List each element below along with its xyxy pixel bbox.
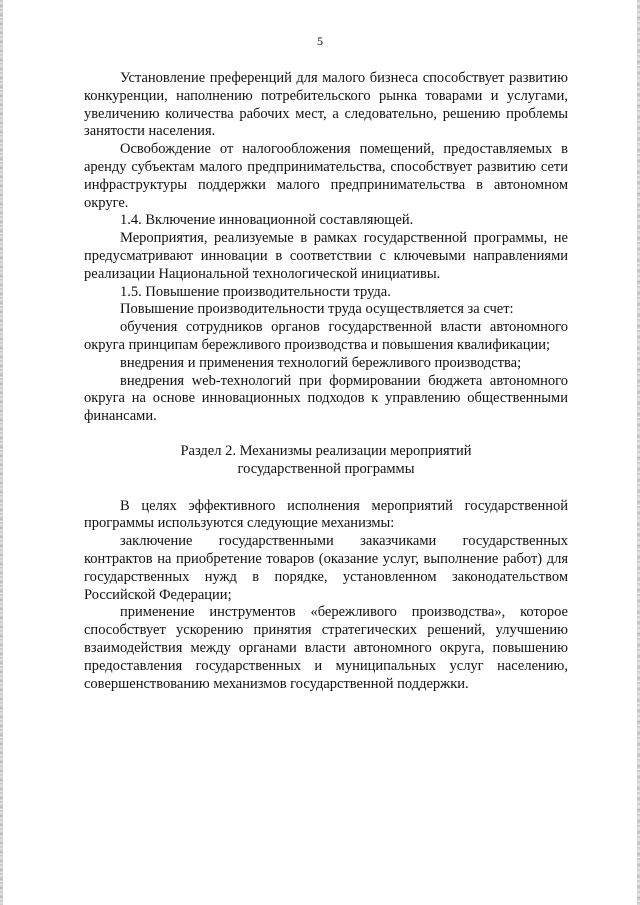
- paragraph-preferences: Установление преференций для малого бизнеса способствует развитию конкуренции, наполнению потребительского рынка товарами и услугами, увеличению количества рабочих мест, а следовательно, решению проблемы занятости населения.: [84, 70, 568, 140]
- paragraph-productivity-intro: Повышение производительности труда осуществляется за счет:: [120, 301, 514, 318]
- list-item-lean-tech: внедрения и применения технологий бережливого производства;: [120, 354, 522, 371]
- subheading-productivity: 1.5. Повышение производительности труда.: [120, 283, 391, 300]
- paragraph-innovation: Мероприятия, реализуемые в рамках государственной программы, не предусматривают инновации в соответствии с ключевыми направлениями реализации Национальной технологической инициативы.: [84, 230, 568, 282]
- scan-edge-left: [0, 0, 3, 905]
- section-heading-line-1: Раздел 2. Механизмы реализации мероприятий: [180, 442, 472, 459]
- paragraph-tax-exemption: Освобождение от налогообложения помещений, предоставляемых в аренду субъектам малого предпринимательства, способствует развитию сети инфраструктуры поддержки малого предпринимательства в автономном округе.: [84, 141, 568, 211]
- section-heading-line-2: государственной программы: [237, 460, 415, 477]
- list-item-contracts: заключение государственными заказчиками государственных контрактов на приобретение товаров (оказание услуг, выполнение работ) для государственных нужд в порядке, установленном законодательством Российской Федерации;: [84, 533, 568, 603]
- paragraph-mechanisms-intro: В целях эффективного исполнения мероприятий государственной программы используются следующие механизмы:: [84, 497, 568, 532]
- section-heading: [84, 443, 568, 479]
- document-body: [84, 70, 568, 693]
- list-item-lean-instruments: применение инструментов «бережливого производства», которое способствует ускорению принятия стратегических решений, улучшению взаимодействия между органами власти автономного округа, повышению предоставления государственных и муниципальных услуг населению, совершенствованию механизмов государственной поддержки.: [84, 604, 568, 692]
- list-item-web-tech: внедрения web-технологий при формировании бюджета автономного округа на основе инновационных подходов к управлению общественными финансами.: [84, 372, 568, 425]
- list-item-training: обучения сотрудников органов государственной власти автономного округа принципам бережливого производства и повышения квалификации;: [84, 319, 568, 353]
- subheading-innovation: 1.4. Включение инновационной составляющей.: [120, 212, 414, 229]
- page-number: 5: [317, 34, 323, 48]
